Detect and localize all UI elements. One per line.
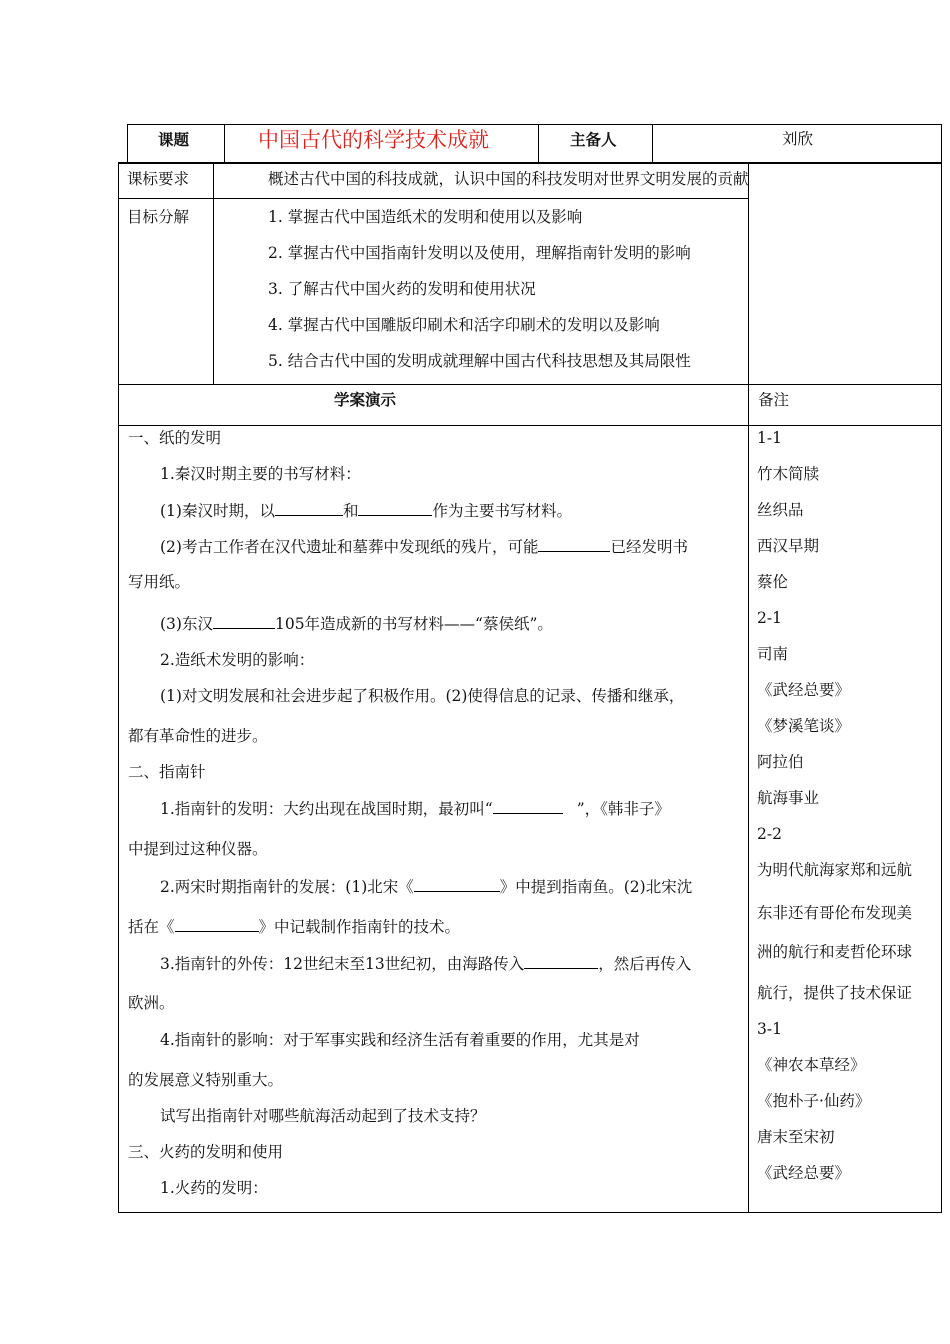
- standard-text: 概述古代中国的科技成就，认识中国的科技发明对世界文明发展的贡献: [268, 170, 749, 188]
- note-line: 3-1: [757, 1020, 782, 1038]
- note-line: 《神农本草经》: [757, 1056, 866, 1074]
- main-section-header: 学案演示: [334, 391, 397, 409]
- note-line: 2-2: [757, 825, 782, 843]
- heading-paper: 一、纸的发明: [128, 429, 222, 447]
- note-line: 洲的航行和麦哲伦环球: [757, 943, 913, 961]
- page-title: 中国古代的科学技术成就: [258, 128, 489, 152]
- content-line: 都有革命性的进步。: [128, 727, 268, 745]
- note-line: 竹木简牍: [757, 465, 820, 483]
- content-line: 试写出指南针对哪些航海活动起到了技术支持？: [160, 1107, 486, 1125]
- notes-section-header: 备注: [758, 391, 790, 409]
- heading-gunpowder: 三、火药的发明和使用: [128, 1143, 284, 1161]
- note-line: 《武经总要》: [757, 1164, 851, 1182]
- content-line: 的发展意义特别重大。: [128, 1071, 284, 1089]
- standard-label: 课标要求: [127, 170, 190, 188]
- goal-item: 4. 掌握古代中国雕版印刷术和活字印刷术的发明以及影响: [268, 316, 660, 334]
- note-line: 蔡伦: [757, 573, 789, 591]
- heading-compass: 二、指南针: [128, 763, 206, 781]
- note-line: 1-1: [757, 429, 782, 447]
- content-line: 2.两宋时期指南针的发展：(1)北宋《 》中提到指南鱼。(2)北宋沈: [160, 878, 693, 896]
- content-line: 1.指南针的发明：大约出现在战国时期，最初叫“ ”，《韩非子》: [160, 800, 670, 818]
- content-line: 1.火药的发明：: [160, 1179, 268, 1197]
- note-line: 《梦溪笔谈》: [757, 717, 851, 735]
- preparer-name: 刘欣: [782, 130, 814, 148]
- topic-label: 课题: [158, 131, 190, 149]
- content-line: 3.指南针的外传：12世纪末至13世纪初，由海路传入 ，然后再传入: [160, 955, 692, 973]
- content-line: 中提到过这种仪器。: [128, 840, 268, 858]
- note-line: 西汉早期: [757, 537, 820, 555]
- goal-item: 2. 掌握古代中国指南针发明以及使用，理解指南针发明的影响: [268, 244, 691, 262]
- content-line: 1.秦汉时期主要的书写材料：: [160, 465, 361, 483]
- content-line: 欧洲。: [128, 994, 175, 1012]
- note-line: 丝织品: [757, 501, 804, 519]
- goal-item: 5. 结合古代中国的发明成就理解中国古代科技思想及其局限性: [268, 352, 691, 370]
- note-line: 《武经总要》: [757, 681, 851, 699]
- content-line: (1)对文明发展和社会进步起了积极作用。(2)使得信息的记录、传播和继承，: [160, 687, 685, 705]
- content-line: (3)东汉 105年造成新的书写材料——“蔡侯纸”。: [160, 615, 553, 633]
- note-line: 唐末至宋初: [757, 1128, 835, 1146]
- note-line: 航海事业: [757, 789, 820, 807]
- content-line: 2.造纸术发明的影响：: [160, 651, 315, 669]
- note-line: 航行，提供了技术保证: [757, 984, 913, 1002]
- note-line: 《抱朴子·仙药》: [757, 1092, 871, 1110]
- goals-label: 目标分解: [127, 208, 190, 226]
- content-line: 4.指南针的影响：对于军事实践和经济生活有着重要的作用，尤其是对: [160, 1031, 640, 1049]
- note-line: 2-1: [757, 609, 782, 627]
- note-line: 司南: [757, 645, 789, 663]
- content-line: 写用纸。: [128, 573, 191, 591]
- goal-item: 3. 了解古代中国火药的发明和使用状况: [268, 280, 536, 298]
- content-line: 括在《 》中记载制作指南针的技术。: [128, 918, 461, 936]
- note-line: 阿拉伯: [757, 753, 804, 771]
- content-line: (2)考古工作者在汉代遗址和墓葬中发现纸的残片，可能 已经发明书: [160, 538, 688, 556]
- goal-item: 1. 掌握古代中国造纸术的发明和使用以及影响: [268, 208, 583, 226]
- note-line: 为明代航海家郑和远航: [757, 861, 913, 879]
- content-line: (1)秦汉时期，以 和 作为主要书写材料。: [160, 502, 572, 520]
- preparer-label: 主备人: [570, 131, 617, 149]
- note-line: 东非还有哥伦布发现美: [757, 904, 913, 922]
